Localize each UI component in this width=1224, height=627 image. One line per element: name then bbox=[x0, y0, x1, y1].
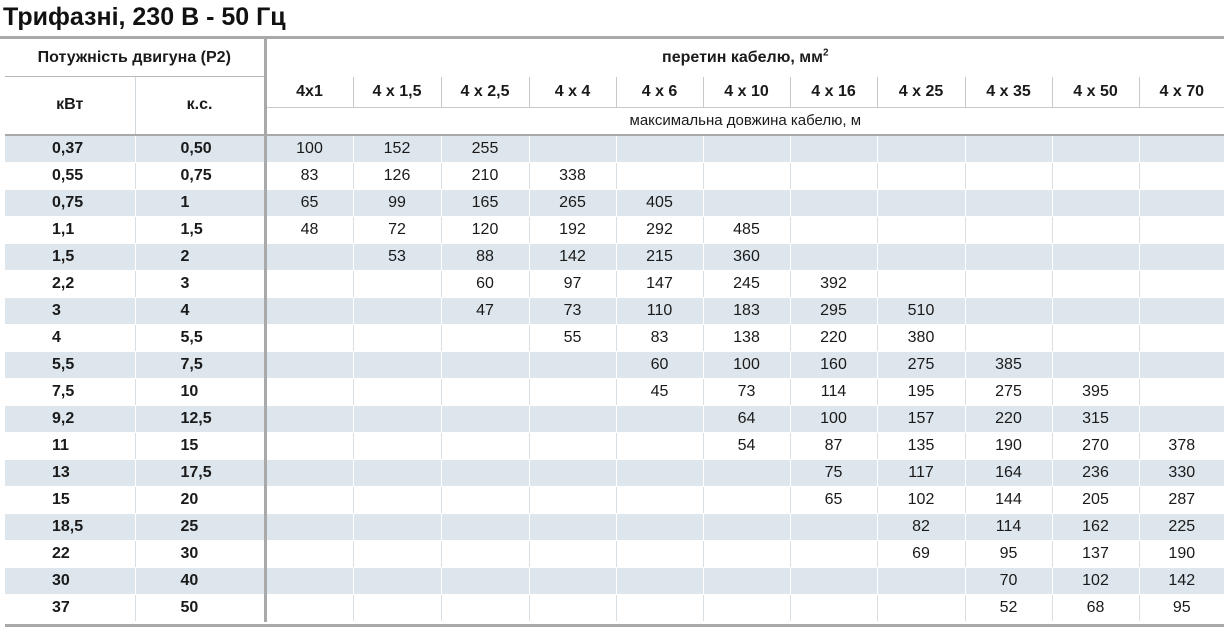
length-cell bbox=[965, 243, 1052, 270]
power-kw-cell: 3 bbox=[5, 297, 135, 324]
length-cell bbox=[703, 513, 790, 540]
length-cell: 82 bbox=[877, 513, 965, 540]
length-cell bbox=[877, 216, 965, 243]
length-cell: 120 bbox=[441, 216, 529, 243]
power-hp-cell: 0,50 bbox=[135, 135, 265, 163]
length-cell: 330 bbox=[1139, 459, 1224, 486]
length-cell bbox=[265, 297, 353, 324]
power-hp-cell: 1 bbox=[135, 189, 265, 216]
table-row bbox=[5, 459, 1224, 486]
length-cell bbox=[265, 351, 353, 378]
length-cell: 380 bbox=[877, 324, 965, 351]
length-cell bbox=[529, 540, 616, 567]
length-cell bbox=[1052, 243, 1139, 270]
hp-header: к.с. bbox=[135, 77, 265, 135]
length-cell bbox=[441, 567, 529, 594]
length-cell bbox=[441, 513, 529, 540]
power-hp-cell: 30 bbox=[135, 540, 265, 567]
power-kw-cell: 0,75 bbox=[5, 189, 135, 216]
length-cell bbox=[703, 486, 790, 513]
power-kw-cell: 30 bbox=[5, 567, 135, 594]
power-kw-cell: 37 bbox=[5, 594, 135, 621]
length-cell: 87 bbox=[790, 432, 877, 459]
length-cell: 395 bbox=[1052, 378, 1139, 405]
length-cell bbox=[616, 459, 703, 486]
length-cell: 385 bbox=[965, 351, 1052, 378]
section-header-1: 4 x 1,5 bbox=[353, 77, 441, 108]
length-cell: 144 bbox=[965, 486, 1052, 513]
length-cell bbox=[616, 513, 703, 540]
length-cell: 315 bbox=[1052, 405, 1139, 432]
table-row bbox=[5, 324, 1224, 351]
length-cell: 275 bbox=[965, 378, 1052, 405]
cable-length-table bbox=[5, 39, 1224, 622]
table-row bbox=[5, 567, 1224, 594]
length-cell bbox=[790, 135, 877, 163]
power-hp-cell: 1,5 bbox=[135, 216, 265, 243]
length-cell: 165 bbox=[441, 189, 529, 216]
power-kw-cell: 0,37 bbox=[5, 135, 135, 163]
length-cell: 192 bbox=[529, 216, 616, 243]
length-cell bbox=[1052, 297, 1139, 324]
length-cell: 60 bbox=[441, 270, 529, 297]
section-header-9: 4 x 50 bbox=[1052, 77, 1139, 108]
length-cell bbox=[877, 594, 965, 621]
length-cell: 485 bbox=[703, 216, 790, 243]
length-cell: 69 bbox=[877, 540, 965, 567]
power-kw-cell: 0,55 bbox=[5, 162, 135, 189]
length-cell: 405 bbox=[616, 189, 703, 216]
length-cell bbox=[965, 297, 1052, 324]
length-cell bbox=[703, 594, 790, 621]
length-cell: 378 bbox=[1139, 432, 1224, 459]
length-cell: 183 bbox=[703, 297, 790, 324]
length-cell bbox=[616, 567, 703, 594]
length-cell bbox=[877, 135, 965, 163]
power-hp-cell: 10 bbox=[135, 378, 265, 405]
length-cell: 53 bbox=[353, 243, 441, 270]
length-cell bbox=[965, 189, 1052, 216]
length-cell bbox=[353, 297, 441, 324]
length-cell: 338 bbox=[529, 162, 616, 189]
length-cell bbox=[616, 405, 703, 432]
length-cell: 205 bbox=[1052, 486, 1139, 513]
section-header-7: 4 x 25 bbox=[877, 77, 965, 108]
length-cell: 65 bbox=[265, 189, 353, 216]
table-row bbox=[5, 540, 1224, 567]
length-cell: 70 bbox=[965, 567, 1052, 594]
power-kw-cell: 13 bbox=[5, 459, 135, 486]
section-header-2: 4 x 2,5 bbox=[441, 77, 529, 108]
power-hp-cell: 17,5 bbox=[135, 459, 265, 486]
table-row bbox=[5, 270, 1224, 297]
length-cell bbox=[1052, 135, 1139, 163]
length-cell bbox=[790, 513, 877, 540]
length-cell bbox=[790, 216, 877, 243]
length-cell bbox=[265, 459, 353, 486]
max-length-header: максимальна довжина кабелю, м bbox=[265, 107, 1224, 135]
length-cell bbox=[353, 513, 441, 540]
length-cell: 270 bbox=[1052, 432, 1139, 459]
length-cell: 137 bbox=[1052, 540, 1139, 567]
length-cell: 54 bbox=[703, 432, 790, 459]
length-cell bbox=[1139, 216, 1224, 243]
length-cell bbox=[1139, 162, 1224, 189]
length-cell: 102 bbox=[877, 486, 965, 513]
length-cell: 100 bbox=[790, 405, 877, 432]
length-cell: 117 bbox=[877, 459, 965, 486]
power-kw-cell: 4 bbox=[5, 324, 135, 351]
length-cell bbox=[441, 378, 529, 405]
length-cell: 275 bbox=[877, 351, 965, 378]
length-cell bbox=[703, 162, 790, 189]
length-cell: 83 bbox=[265, 162, 353, 189]
length-cell: 99 bbox=[353, 189, 441, 216]
table-row bbox=[5, 351, 1224, 378]
length-cell: 147 bbox=[616, 270, 703, 297]
length-cell bbox=[790, 594, 877, 621]
length-cell bbox=[965, 324, 1052, 351]
length-cell: 110 bbox=[616, 297, 703, 324]
length-cell: 55 bbox=[529, 324, 616, 351]
length-cell: 190 bbox=[965, 432, 1052, 459]
length-cell: 160 bbox=[790, 351, 877, 378]
length-cell bbox=[616, 162, 703, 189]
length-cell: 83 bbox=[616, 324, 703, 351]
table-row bbox=[5, 378, 1224, 405]
length-cell bbox=[529, 378, 616, 405]
length-cell bbox=[353, 324, 441, 351]
length-cell bbox=[790, 540, 877, 567]
length-cell bbox=[529, 486, 616, 513]
length-cell bbox=[353, 540, 441, 567]
power-kw-cell: 1,1 bbox=[5, 216, 135, 243]
section-header-10: 4 x 70 bbox=[1139, 77, 1224, 108]
section-header-4: 4 x 6 bbox=[616, 77, 703, 108]
table-row bbox=[5, 216, 1224, 243]
length-cell bbox=[703, 540, 790, 567]
power-hp-cell: 4 bbox=[135, 297, 265, 324]
length-cell: 114 bbox=[965, 513, 1052, 540]
length-cell bbox=[529, 513, 616, 540]
power-hp-cell: 15 bbox=[135, 432, 265, 459]
length-cell bbox=[265, 378, 353, 405]
length-cell bbox=[1052, 216, 1139, 243]
length-cell bbox=[790, 567, 877, 594]
length-cell bbox=[790, 243, 877, 270]
length-cell bbox=[441, 486, 529, 513]
length-cell bbox=[703, 135, 790, 163]
length-cell bbox=[441, 459, 529, 486]
length-cell bbox=[1052, 324, 1139, 351]
length-cell bbox=[353, 351, 441, 378]
length-cell bbox=[965, 162, 1052, 189]
section-header-3: 4 x 4 bbox=[529, 77, 616, 108]
length-cell: 65 bbox=[790, 486, 877, 513]
length-cell: 157 bbox=[877, 405, 965, 432]
length-cell: 97 bbox=[529, 270, 616, 297]
length-cell bbox=[529, 405, 616, 432]
length-cell bbox=[353, 567, 441, 594]
table-row bbox=[5, 594, 1224, 621]
power-hp-cell: 50 bbox=[135, 594, 265, 621]
length-cell bbox=[353, 270, 441, 297]
power-kw-cell: 1,5 bbox=[5, 243, 135, 270]
length-cell bbox=[441, 324, 529, 351]
length-cell bbox=[529, 135, 616, 163]
power-hp-cell: 0,75 bbox=[135, 162, 265, 189]
length-cell bbox=[265, 513, 353, 540]
length-cell bbox=[265, 594, 353, 621]
length-cell bbox=[1052, 189, 1139, 216]
length-cell bbox=[529, 432, 616, 459]
length-cell: 126 bbox=[353, 162, 441, 189]
length-cell: 295 bbox=[790, 297, 877, 324]
length-cell bbox=[1139, 135, 1224, 163]
length-cell bbox=[877, 189, 965, 216]
length-cell: 360 bbox=[703, 243, 790, 270]
power-kw-cell: 7,5 bbox=[5, 378, 135, 405]
length-cell bbox=[265, 270, 353, 297]
page-title: Трифазні, 230 В - 50 Гц bbox=[3, 3, 286, 31]
length-cell bbox=[353, 486, 441, 513]
length-cell: 48 bbox=[265, 216, 353, 243]
length-cell: 52 bbox=[965, 594, 1052, 621]
length-cell bbox=[529, 351, 616, 378]
length-cell: 195 bbox=[877, 378, 965, 405]
length-cell: 255 bbox=[441, 135, 529, 163]
length-cell bbox=[265, 486, 353, 513]
length-cell bbox=[441, 594, 529, 621]
length-cell bbox=[1139, 405, 1224, 432]
length-cell bbox=[265, 405, 353, 432]
section-header-5: 4 x 10 bbox=[703, 77, 790, 108]
length-cell bbox=[265, 540, 353, 567]
power-hp-cell: 12,5 bbox=[135, 405, 265, 432]
section-header-6: 4 x 16 bbox=[790, 77, 877, 108]
length-cell: 265 bbox=[529, 189, 616, 216]
length-cell bbox=[616, 486, 703, 513]
length-cell bbox=[353, 459, 441, 486]
length-cell bbox=[265, 243, 353, 270]
length-cell bbox=[1052, 270, 1139, 297]
length-cell: 88 bbox=[441, 243, 529, 270]
section-header-0: 4x1 bbox=[265, 77, 353, 108]
power-hp-cell: 3 bbox=[135, 270, 265, 297]
length-cell: 95 bbox=[1139, 594, 1224, 621]
length-cell bbox=[616, 135, 703, 163]
table-row bbox=[5, 405, 1224, 432]
power-kw-cell: 15 bbox=[5, 486, 135, 513]
kw-header: кВт bbox=[5, 77, 135, 135]
length-cell bbox=[353, 432, 441, 459]
power-hp-cell: 2 bbox=[135, 243, 265, 270]
length-cell: 245 bbox=[703, 270, 790, 297]
length-cell: 162 bbox=[1052, 513, 1139, 540]
table-row bbox=[5, 162, 1224, 189]
length-cell: 75 bbox=[790, 459, 877, 486]
length-cell bbox=[441, 540, 529, 567]
length-cell bbox=[703, 567, 790, 594]
length-cell: 45 bbox=[616, 378, 703, 405]
power-kw-cell: 22 bbox=[5, 540, 135, 567]
table-row bbox=[5, 243, 1224, 270]
cable-section-label: перетин кабелю, мм bbox=[662, 48, 823, 66]
power-hp-cell: 40 bbox=[135, 567, 265, 594]
length-cell bbox=[703, 189, 790, 216]
length-cell bbox=[703, 459, 790, 486]
length-cell bbox=[1139, 189, 1224, 216]
length-cell bbox=[1052, 351, 1139, 378]
length-cell bbox=[877, 567, 965, 594]
length-cell: 164 bbox=[965, 459, 1052, 486]
length-cell: 510 bbox=[877, 297, 965, 324]
length-cell bbox=[965, 216, 1052, 243]
power-hp-cell: 25 bbox=[135, 513, 265, 540]
length-cell: 215 bbox=[616, 243, 703, 270]
length-cell: 100 bbox=[703, 351, 790, 378]
length-cell bbox=[529, 459, 616, 486]
length-cell: 100 bbox=[265, 135, 353, 163]
section-header-8: 4 x 35 bbox=[965, 77, 1052, 108]
length-cell bbox=[965, 270, 1052, 297]
table-row bbox=[5, 432, 1224, 459]
length-cell bbox=[1139, 324, 1224, 351]
table-row bbox=[5, 189, 1224, 216]
length-cell bbox=[265, 324, 353, 351]
length-cell bbox=[441, 432, 529, 459]
length-cell: 73 bbox=[529, 297, 616, 324]
power-hp-cell: 20 bbox=[135, 486, 265, 513]
length-cell bbox=[265, 432, 353, 459]
length-cell: 287 bbox=[1139, 486, 1224, 513]
length-cell bbox=[1052, 162, 1139, 189]
table-row bbox=[5, 513, 1224, 540]
length-cell: 220 bbox=[790, 324, 877, 351]
length-cell bbox=[529, 594, 616, 621]
length-cell bbox=[877, 243, 965, 270]
length-cell bbox=[441, 351, 529, 378]
length-cell bbox=[441, 405, 529, 432]
length-cell: 392 bbox=[790, 270, 877, 297]
length-cell: 47 bbox=[441, 297, 529, 324]
power-hp-cell: 5,5 bbox=[135, 324, 265, 351]
cable-unit-superscript: 2 bbox=[822, 47, 829, 59]
length-cell: 220 bbox=[965, 405, 1052, 432]
length-cell bbox=[353, 594, 441, 621]
power-kw-cell: 5,5 bbox=[5, 351, 135, 378]
length-cell bbox=[616, 594, 703, 621]
power-kw-cell: 18,5 bbox=[5, 513, 135, 540]
length-cell: 190 bbox=[1139, 540, 1224, 567]
length-cell: 73 bbox=[703, 378, 790, 405]
length-cell: 68 bbox=[1052, 594, 1139, 621]
length-cell: 60 bbox=[616, 351, 703, 378]
length-cell bbox=[1139, 378, 1224, 405]
length-cell: 142 bbox=[1139, 567, 1224, 594]
length-cell bbox=[1139, 351, 1224, 378]
length-cell bbox=[353, 378, 441, 405]
power-kw-cell: 11 bbox=[5, 432, 135, 459]
table-body bbox=[5, 135, 1224, 622]
length-cell: 152 bbox=[353, 135, 441, 163]
length-cell bbox=[1139, 270, 1224, 297]
length-cell bbox=[353, 405, 441, 432]
length-cell bbox=[1139, 297, 1224, 324]
power-kw-cell: 2,2 bbox=[5, 270, 135, 297]
table-row bbox=[5, 135, 1224, 163]
length-cell: 102 bbox=[1052, 567, 1139, 594]
length-cell: 142 bbox=[529, 243, 616, 270]
table-row bbox=[5, 297, 1224, 324]
cable-section-header bbox=[265, 39, 1224, 77]
length-cell bbox=[1139, 243, 1224, 270]
length-cell bbox=[877, 162, 965, 189]
length-cell: 236 bbox=[1052, 459, 1139, 486]
power-kw-cell: 9,2 bbox=[5, 405, 135, 432]
power-header: Потужність двигуна (P2) bbox=[5, 39, 265, 77]
length-cell: 64 bbox=[703, 405, 790, 432]
length-cell bbox=[616, 432, 703, 459]
table-row bbox=[5, 486, 1224, 513]
length-cell: 72 bbox=[353, 216, 441, 243]
length-cell: 210 bbox=[441, 162, 529, 189]
length-cell: 114 bbox=[790, 378, 877, 405]
length-cell: 292 bbox=[616, 216, 703, 243]
length-cell bbox=[790, 162, 877, 189]
length-cell bbox=[616, 540, 703, 567]
length-cell: 138 bbox=[703, 324, 790, 351]
length-cell bbox=[965, 135, 1052, 163]
length-cell bbox=[265, 567, 353, 594]
power-hp-cell: 7,5 bbox=[135, 351, 265, 378]
length-cell: 225 bbox=[1139, 513, 1224, 540]
length-cell bbox=[790, 189, 877, 216]
length-cell bbox=[529, 567, 616, 594]
length-cell: 95 bbox=[965, 540, 1052, 567]
length-cell bbox=[877, 270, 965, 297]
length-cell: 135 bbox=[877, 432, 965, 459]
